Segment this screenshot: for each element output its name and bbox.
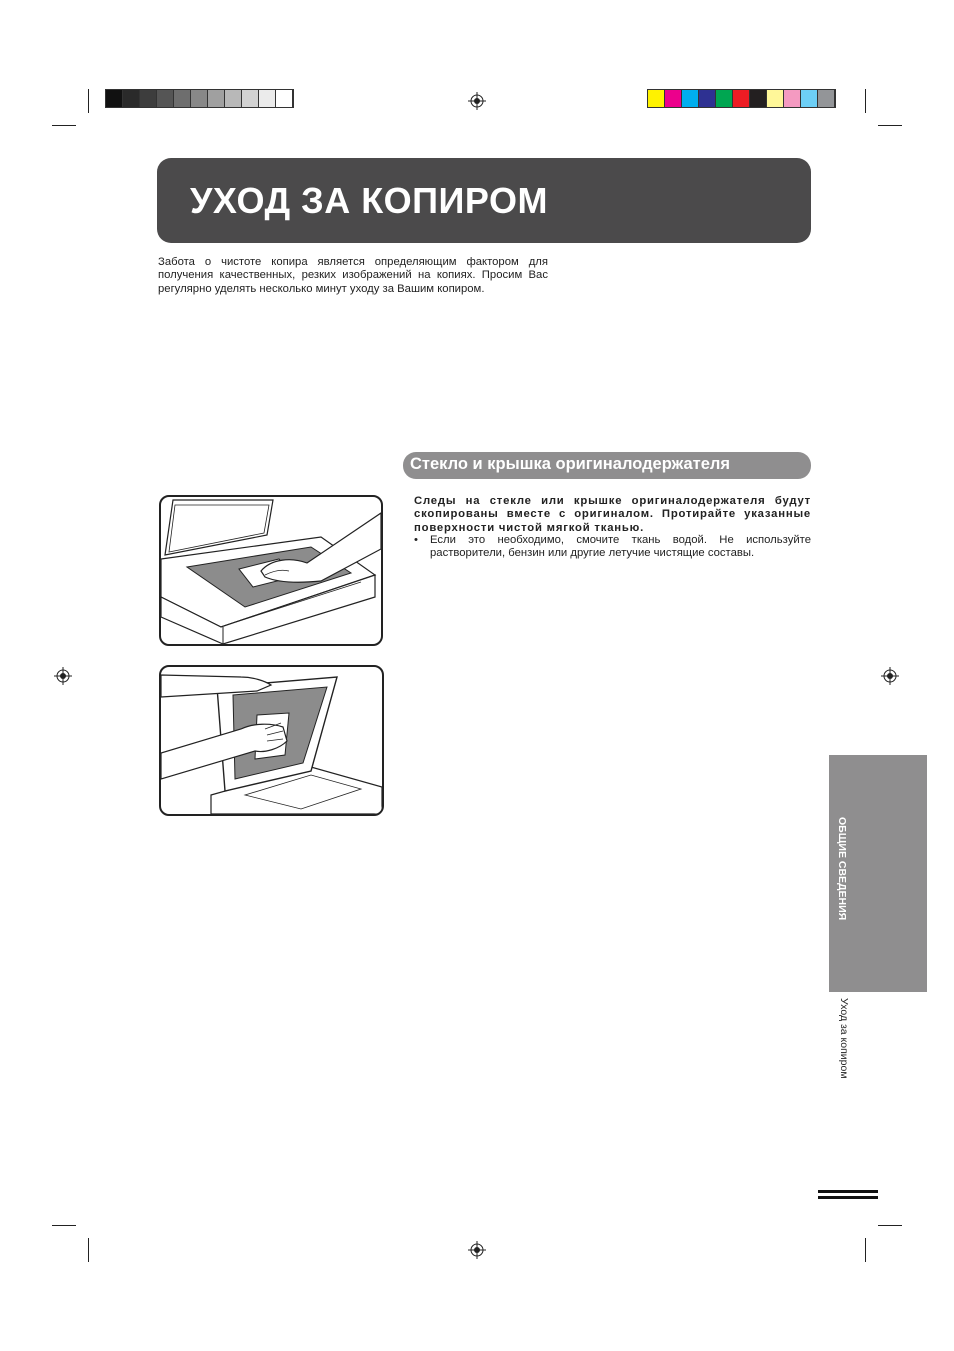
intro-paragraph: Забота о чистоте копира является определяющим фактором для получения качественных, резких изображений на копиях. Просим Вас регулярно уделять несколько минут уходу за Вашим копиром.	[158, 256, 548, 295]
color-swatch	[259, 90, 276, 107]
page-title: УХОД ЗА КОПИРОМ	[190, 180, 548, 221]
color-swatch	[665, 90, 682, 107]
footer-rule	[818, 1190, 878, 1202]
color-swatch	[276, 90, 293, 107]
color-swatch	[123, 90, 140, 107]
chapter-sub-label-wrap	[838, 998, 850, 1079]
section-tab-label-wrap	[836, 755, 856, 992]
section-title: Стекло и крышка оригиналодержателя	[410, 455, 731, 473]
footer-rule-line	[818, 1190, 878, 1193]
crop-mark	[52, 1225, 76, 1226]
registration-mark-icon	[54, 667, 72, 685]
color-swatch	[733, 90, 750, 107]
color-swatch	[242, 90, 259, 107]
crop-mark	[865, 89, 866, 113]
color-swatch	[208, 90, 225, 107]
color-swatch	[801, 90, 818, 107]
registration-mark-icon	[881, 667, 899, 685]
bullet-text: Если это необходимо, смочите ткань водой. Не используйте растворители, бензин или другие летучие чистящие составы.	[430, 534, 811, 560]
crop-mark	[878, 125, 902, 126]
color-swatch	[174, 90, 191, 107]
color-swatch	[784, 90, 801, 107]
color-swatch	[157, 90, 174, 107]
color-swatch	[750, 90, 767, 107]
color-swatch	[682, 90, 699, 107]
color-swatch	[767, 90, 784, 107]
chapter-sub-label: Уход за копиром	[838, 998, 850, 1079]
illustration-lid-cleaning	[159, 665, 384, 816]
bullet-symbol: •	[414, 534, 418, 546]
grayscale-calibration-bar	[105, 89, 294, 108]
registration-mark-icon	[468, 92, 486, 110]
crop-mark	[878, 1225, 902, 1226]
copier-glass-drawing	[161, 497, 381, 644]
section-tab-label: ОБЩИЕ СВЕДЕНИЯ	[836, 817, 848, 921]
color-swatch	[106, 90, 123, 107]
color-swatch	[191, 90, 208, 107]
crop-mark	[865, 1238, 866, 1262]
footer-rule-line	[818, 1196, 878, 1199]
color-calibration-bar	[647, 89, 836, 108]
registration-mark-icon	[468, 1241, 486, 1259]
color-swatch	[716, 90, 733, 107]
color-swatch	[818, 90, 835, 107]
crop-mark	[88, 89, 89, 113]
bullet-item	[414, 534, 811, 561]
crop-mark	[52, 125, 76, 126]
color-swatch	[225, 90, 242, 107]
illustration-glass-cleaning	[159, 495, 383, 646]
color-swatch	[648, 90, 665, 107]
copier-lid-drawing	[161, 667, 382, 814]
section-bold-text: Следы на стекле или крышке оригиналодержателя будут скопированы вместе с оригиналом. Протирайте указанные поверхности чистой мягкой тканью.	[414, 495, 811, 534]
color-swatch	[699, 90, 716, 107]
crop-mark	[88, 1238, 89, 1262]
color-swatch	[140, 90, 157, 107]
